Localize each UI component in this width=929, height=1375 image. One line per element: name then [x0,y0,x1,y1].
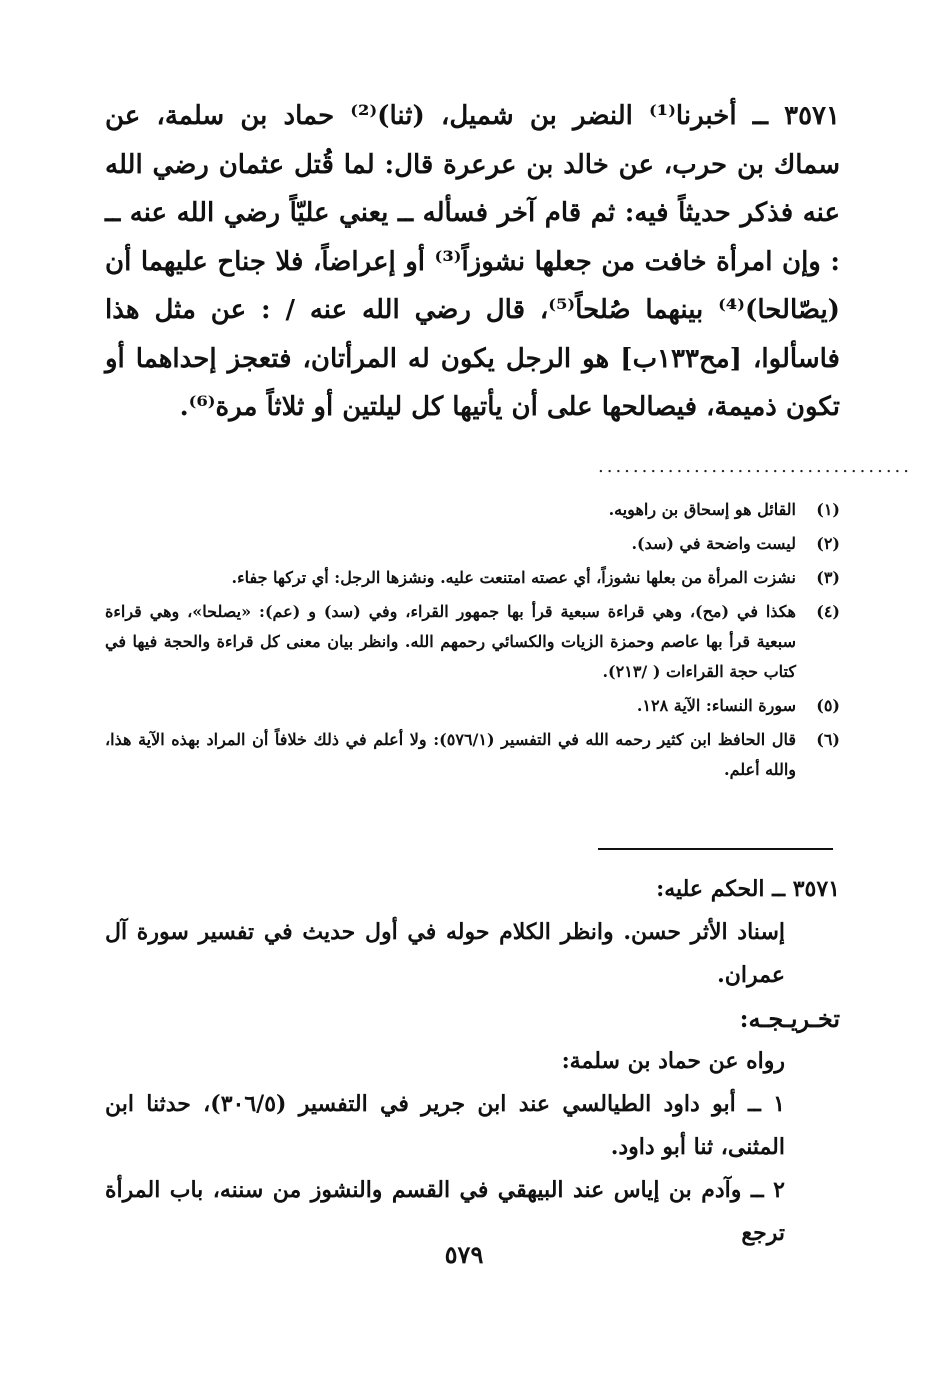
ruling-heading: ٣٥٧١ ــ الحكم عليه: [656,876,840,902]
footnote-number: (١) [816,500,840,519]
footnote-item [105,597,840,687]
takhrij-intro: رواه عن حماد بن سلمة: [561,1048,785,1074]
footnote-text: نشزت المرأة من بعلها نشوزاً، أي عصته امتنعت عليه. ونشزها الرجل: أي تركها جفاء. [231,568,796,587]
footnote-separator: .................................... [598,456,912,477]
footnote-number: (٤) [816,602,840,621]
footnote-number: (٦) [816,730,840,749]
ruling-text: إسناد الأثر حسن. وانظر الكلام حوله في أول حديث في تفسير سورة آل عمران. [105,919,785,988]
footnote-text: القائل هو إسحاق بن راهويه. [608,500,796,519]
hadith-number: ٣٥٧١ [784,101,840,131]
footnote-item [105,563,840,593]
footnote-number: (٣) [816,568,840,587]
footnote-item [105,725,840,785]
footnote-number: (٥) [816,696,840,715]
takhrij-item: ٢ ــ وآدم بن إياس عند البيهقي في القسم والنشوز من سننه، باب المرأة ترجع [105,1177,785,1246]
footnote-text: ليست واضحة في (سد). [631,534,796,553]
page-number: ٥٧٩ [444,1240,484,1269]
hadith-body: ــ أخبرنا⁽¹⁾ النضر بن شميل، (ثنا)⁽²⁾ حماد بن سلمة، عن سماك بن حرب، عن خالد بن عرعرة قال: لما قُتل عثمان رضي الله عنه فذكر حديثاً فيه: ثم قام آخر فسأله ــ يعني عليّاً رضي الله عنه ــ : وإن امرأة خافت من جعلها نشوزاً⁽³⁾ أو إعراضاً، فلا جناح عليهما أن (يصّالحا)⁽⁴⁾ بينهما صُلحاً⁽⁵⁾، قال رضي الله عنه / : عن مثل هذا فاسألوا، [مح١٣٣ب] هو الرجل يكون له المرأتان، فتعجز إحداهما أو تكون ذميمة، فيصالحها على أن يأتيها كل ليلتين أو ثلاثاً مرة⁽⁶⁾. [105,101,840,422]
footnote-item [105,495,840,525]
footnotes-block [105,495,840,789]
footnote-text: قال الحافظ ابن كثير رحمه الله في التفسير (٥٧٦/١): ولا أعلم في ذلك خلافاً أن المراد بهذه الآية هذا، والله أعلم. [105,730,797,779]
footnote-text: سورة النساء: الآية ١٢٨. [636,696,796,715]
commentary-block [105,868,840,1255]
takhrij-heading: تخـريـجـه: [739,1004,840,1033]
footnote-number: (٢) [816,534,840,553]
footnote-item [105,529,840,559]
hadith-text-block [105,92,840,432]
footnote-text: هكذا في (مح)، وهي قراءة سبعية قرأ بها جمهور القراء، وفي (سد) و (عم): «يصلحا»، وهي قراءة سبعية قرأ بها عاصم وحمزة الزيات والكسائي رحمهم الله. وانظر بيان معنى كل قراءة والحجة فيها في كتاب حجة القراءات ( /٢١٣). [105,602,796,681]
takhrij-item: ١ ــ أبو داود الطيالسي عند ابن جرير في التفسير (٣٠٦/٥)، حدثنا ابن المثنى، ثنا أبو داود. [105,1091,785,1160]
footnote-item [105,691,840,721]
section-divider [598,848,833,850]
hadith-paragraph [105,92,840,432]
